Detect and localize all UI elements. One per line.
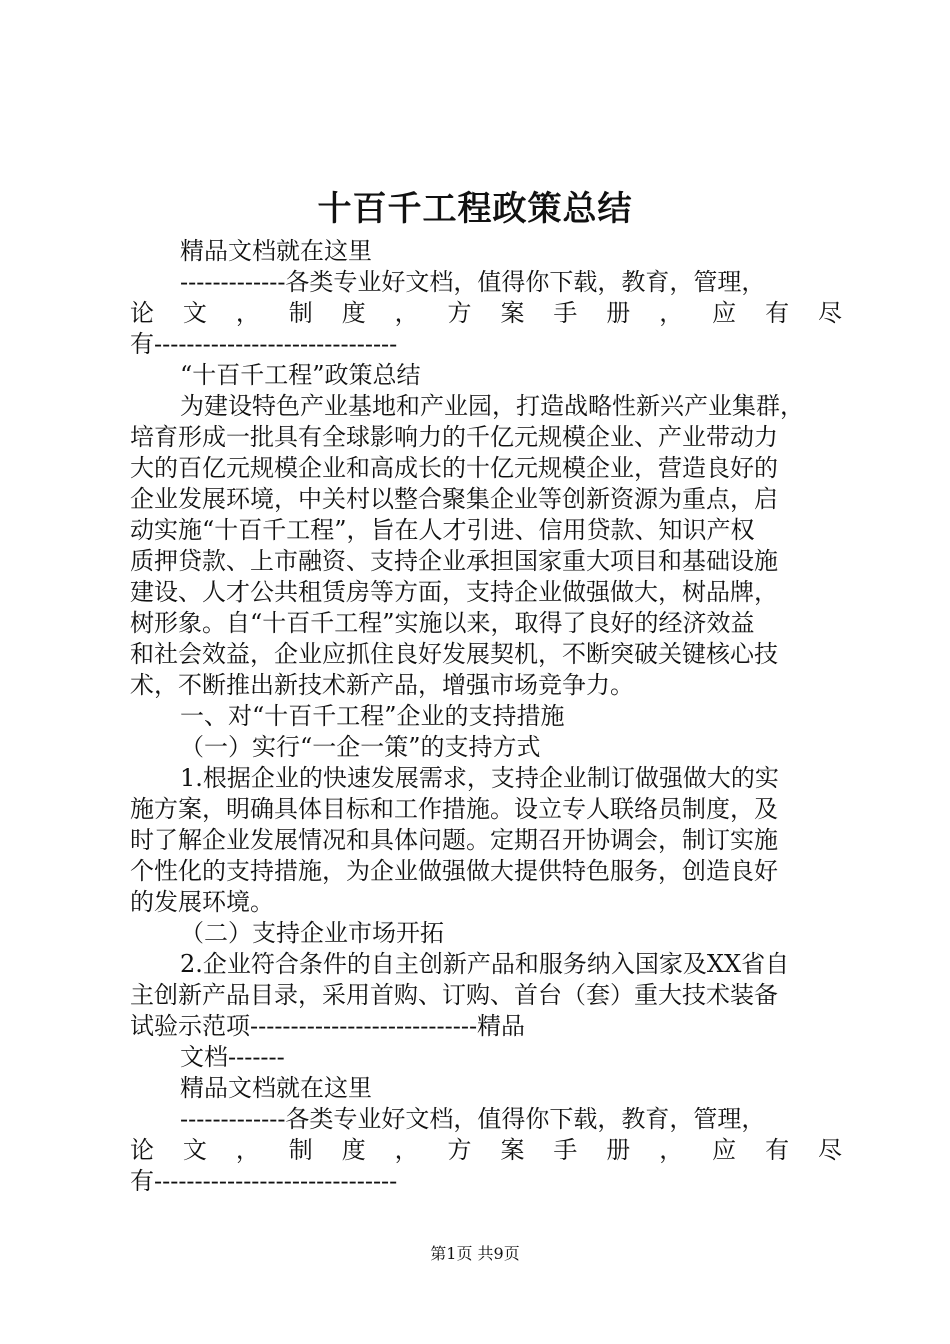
body-line: 有------------------------------ [130,1167,398,1195]
body-line: 一、对“十百千工程”企业的支持措施 [180,702,565,730]
body-line: 建设、人才公共租赁房等方面，支持企业做强做大，树品牌， [130,578,778,606]
body-line: 和社会效益，企业应抓住良好发展契机，不断突破关键核心技 [130,640,778,668]
body-line: 2.企业符合条件的自主创新产品和服务纳入国家及XX省自 [180,950,790,978]
body-line: “十百千工程”政策总结 [180,361,421,389]
body-line: -------------各类专业好文档，值得你下载，教育，管理， [180,268,766,296]
body-line: 1.根据企业的快速发展需求，支持企业制订做强做大的实 [180,764,779,792]
body-line: 的发展环境。 [130,888,274,916]
body-line: 施方案，明确具体目标和工作措施。设立专人联络员制度，及 [130,795,778,823]
document-title: 十百千工程政策总结 [317,189,633,229]
body-line: 术，不断推出新技术新产品，增强市场竞争力。 [130,671,634,699]
body-line: 个性化的支持措施，为企业做强做大提供特色服务，创造良好 [130,857,778,885]
body-line: 试验示范项----------------------------精品 [130,1012,526,1040]
body-line: 质押贷款、上市融资、支持企业承担国家重大项目和基础设施 [130,547,778,575]
body-line: 时了解企业发展情况和具体问题。定期召开协调会，制订实施 [130,826,778,854]
body-line: 文档------- [180,1043,285,1071]
body-line: （一）实行“一企一策”的支持方式 [180,733,541,761]
body-line: 树形象。自“十百千工程”实施以来，取得了良好的经济效益 [130,609,755,637]
body-line: -------------各类专业好文档，值得你下载，教育，管理， [180,1105,766,1133]
body-line: 为建设特色产业基地和产业园，打造战略性新兴产业集群， [180,392,804,420]
body-line: （二）支持企业市场开拓 [180,919,444,947]
body-line: 精品文档就在这里 [180,1074,372,1102]
body-line: 论文，制度，方案手册，应有尽 [130,299,842,327]
body-line: 动实施“十百千工程”，旨在人才引进、信用贷款、知识产权 [130,516,755,544]
body-line: 有------------------------------ [130,330,398,358]
body-line: 培育形成一批具有全球影响力的千亿元规模企业、产业带动力 [130,423,778,451]
body-line: 论文，制度，方案手册，应有尽 [130,1136,842,1164]
body-line: 大的百亿元规模企业和高成长的十亿元规模企业，营造良好的 [130,454,778,482]
body-line: 精品文档就在这里 [180,237,372,265]
body-line: 主创新产品目录，采用首购、订购、首台（套）重大技术装备 [130,981,778,1009]
page-footer: 第1页 共9页 [430,1244,520,1263]
body-line: 企业发展环境，中关村以整合聚集企业等创新资源为重点，启 [130,485,778,513]
document-body [130,236,842,1197]
